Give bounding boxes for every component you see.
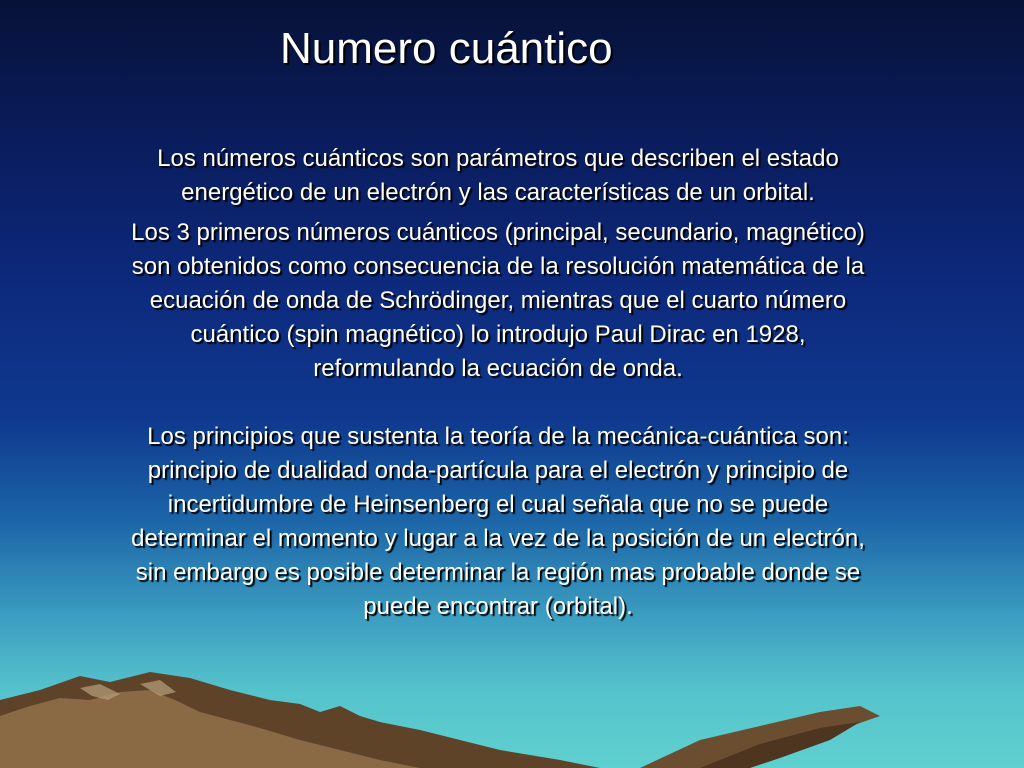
slide-title: Numero cuántico xyxy=(280,24,613,73)
slide-body xyxy=(128,142,868,624)
paragraph-spacer xyxy=(128,386,868,420)
paragraph-definition: Los números cuánticos son parámetros que describen el estado energético de un electrón y las características de un orbital. xyxy=(157,145,839,206)
paragraph-quantum-numbers: Los 3 primeros números cuánticos (principal, secundario, magnético) son obtenidos como consecuencia de la resolución matemática de la ecuación de onda de Schrödinger, mientras que el cuarto número cuántico (spin magnético) lo introdujo Paul Dirac en 1928, reformulando la ecuación de onda. xyxy=(131,219,865,382)
paragraph-principles: Los principios que sustenta la teoría de la mecánica-cuántica son: principio de dualidad onda-partícula para el electrón y principio de incertidumbre de Heinsenberg el cual señala que no se puede determinar el momento y lugar a la vez de la posición de un electrón, sin embargo es posible determinar la región mas probable donde se puede encontrar (orbital). xyxy=(131,423,865,620)
